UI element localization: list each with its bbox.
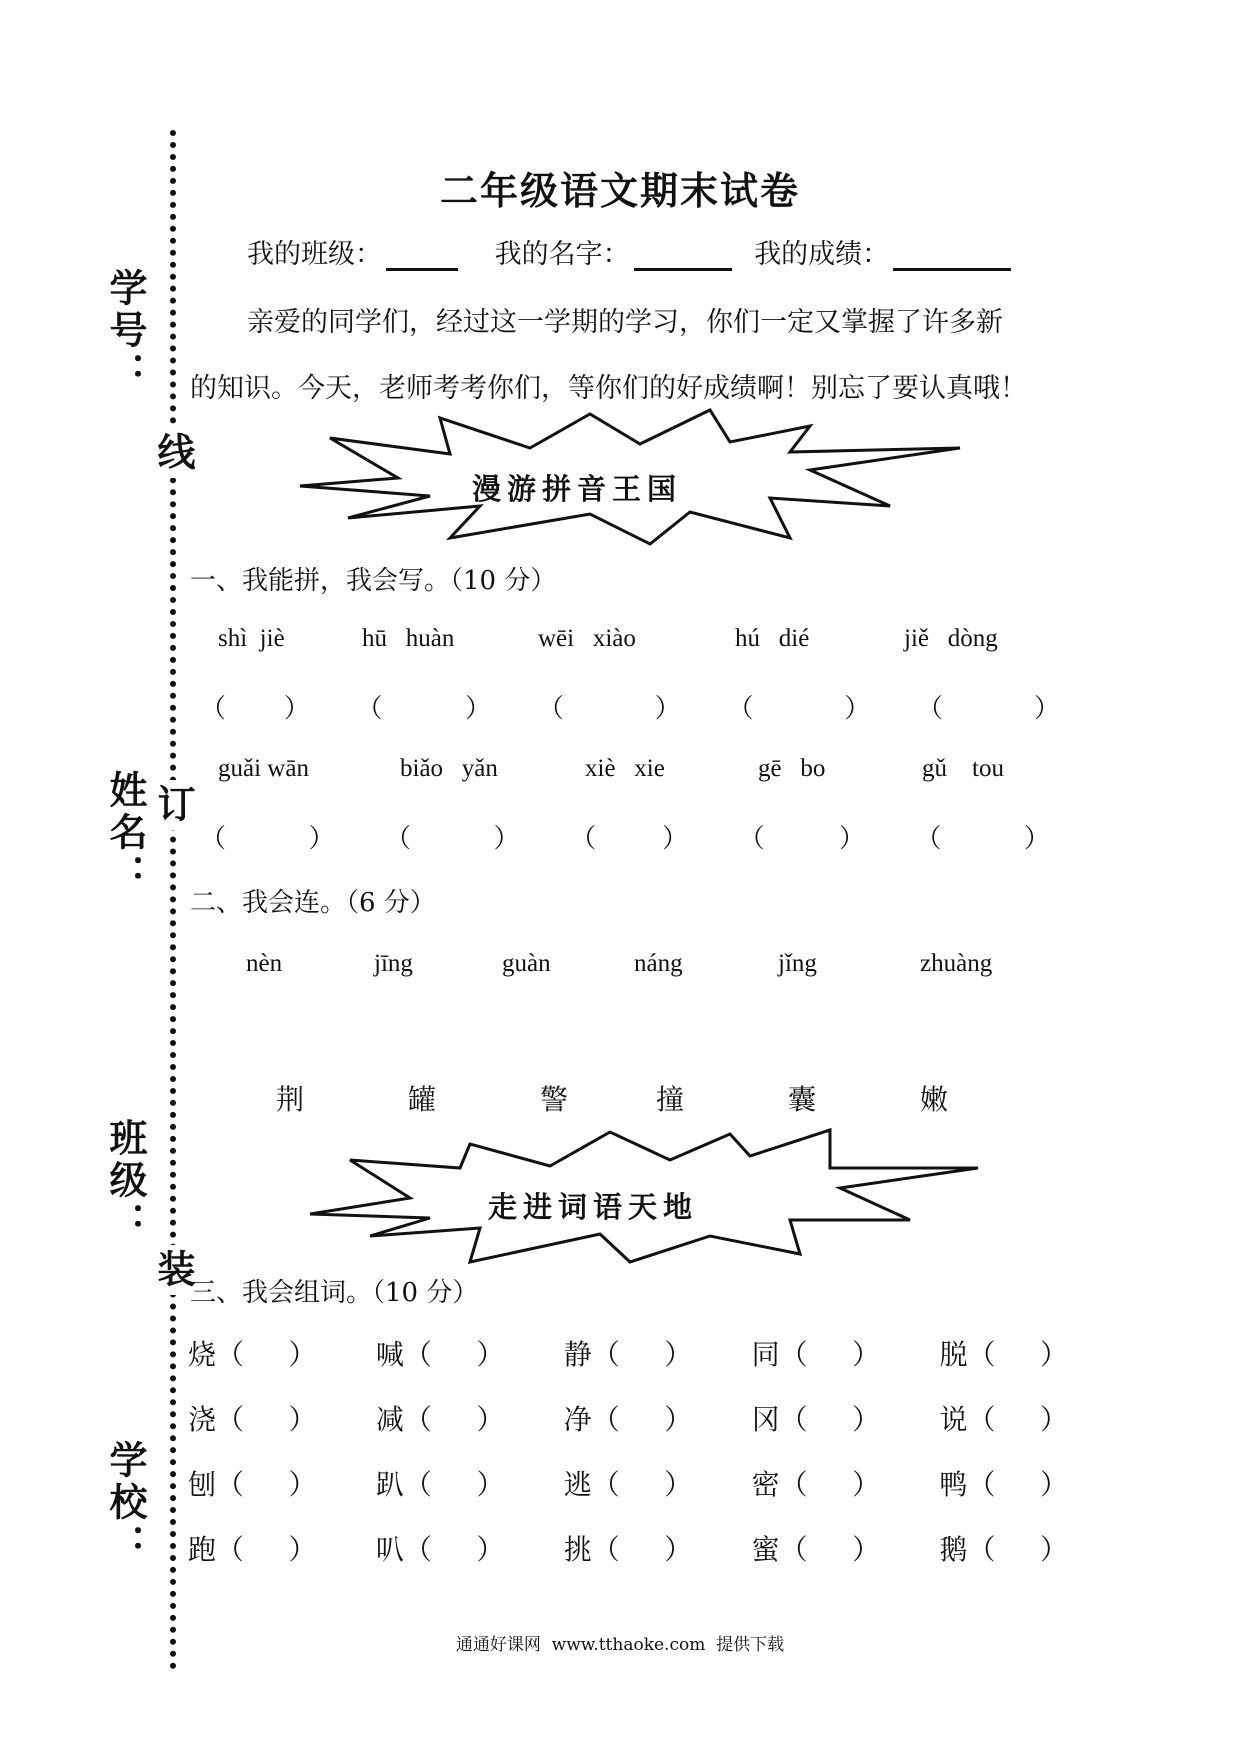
answer-blank[interactable]: （ ） <box>403 1338 505 1371</box>
answer-blank[interactable]: （ ） <box>738 824 865 854</box>
answer-blank[interactable]: （ ） <box>967 1338 1068 1371</box>
intro-line-2: 的知识。今天，老师考考你们，等你们的好成绩啊！别忘了要认真哦！ <box>190 373 1027 404</box>
q3-char: 趴 <box>375 1468 404 1501</box>
student-no-label: 学号： <box>103 268 147 394</box>
answer-blank[interactable]: （ ） <box>591 1338 693 1371</box>
q2-char-1: 荆 <box>276 1083 305 1116</box>
q2-char-2: 罐 <box>408 1083 437 1116</box>
q2-char-6: 嫩 <box>920 1083 949 1116</box>
banner-title-1: 漫游拼音王国 <box>472 472 683 506</box>
q3-char: 叭 <box>375 1533 404 1566</box>
q3-char: 烧 <box>188 1338 217 1371</box>
q3-char: 冈 <box>751 1403 780 1436</box>
q2-pinyin-4: náng <box>634 950 683 977</box>
footer-source: 通通好课网 www.tthaoke.com 提供下载 <box>455 1635 785 1655</box>
q2-pinyin-2: jīng <box>374 950 413 977</box>
q2-pinyin-3: guàn <box>502 950 551 977</box>
answer-blank[interactable]: （ ） <box>967 1468 1068 1501</box>
q1-pinyin-8: xiè xie <box>585 755 665 782</box>
q3-char: 挑 <box>563 1533 592 1566</box>
answer-blank[interactable]: （ ） <box>967 1533 1068 1566</box>
q2-char-5: 囊 <box>788 1083 817 1116</box>
q1-pinyin-7: biǎo yǎn <box>400 755 498 782</box>
binding-mark-line: 线 <box>154 428 192 478</box>
q3-char: 同 <box>751 1338 780 1371</box>
binding-mark-bind: 订 <box>154 780 192 830</box>
banner-title-2: 走进词语天地 <box>488 1190 699 1224</box>
class-label: 班级： <box>103 1118 147 1244</box>
q2-pinyin-1: nèn <box>246 950 283 977</box>
q1-pinyin-2: hū huàn <box>362 625 455 652</box>
answer-blank[interactable]: （ ） <box>779 1338 881 1371</box>
answer-blank[interactable]: （ ） <box>779 1468 881 1501</box>
q3-heading: 三、我会组词。（10 分） <box>190 1278 479 1308</box>
answer-blank[interactable]: （ ） <box>200 694 310 724</box>
q1-pinyin-10: gǔ tou <box>922 755 1004 782</box>
q3-char: 蜜 <box>751 1533 780 1566</box>
answer-blank[interactable]: （ ） <box>403 1403 505 1436</box>
intro-line-1: 亲爱的同学们，经过这一学期的学习，你们一定又掌握了许多新 <box>247 307 1003 338</box>
answer-blank[interactable]: （ ） <box>591 1403 693 1436</box>
answer-blank[interactable]: （ ） <box>591 1533 693 1566</box>
binding-dotted-line <box>170 130 176 1670</box>
q3-row <box>188 1398 1068 1438</box>
answer-blank[interactable]: （ ） <box>915 824 1050 854</box>
q3-char: 静 <box>563 1338 592 1371</box>
q1-pinyin-3: wēi xiào <box>538 625 636 652</box>
school-label: 学校： <box>103 1440 147 1566</box>
answer-blank[interactable]: （ ） <box>570 824 689 854</box>
q3-char: 鹅 <box>939 1533 968 1566</box>
answer-blank[interactable]: （ ） <box>385 824 520 854</box>
answer-blank[interactable]: （ ） <box>779 1533 881 1566</box>
q3-char: 浇 <box>188 1403 217 1436</box>
q3-char: 减 <box>375 1403 404 1436</box>
score-blank[interactable] <box>893 242 1011 271</box>
q3-char: 逃 <box>563 1468 592 1501</box>
name-field-label: 我的名字： <box>494 239 630 270</box>
q1-answer-paren-row-1 <box>200 688 1060 725</box>
q3-char: 喊 <box>375 1338 404 1371</box>
answer-blank[interactable]: （ ） <box>356 694 492 724</box>
q3-char: 脱 <box>939 1338 968 1371</box>
q3-char: 跑 <box>188 1533 217 1566</box>
page-title: 二年级语文期末试卷 <box>439 169 800 213</box>
answer-blank[interactable]: （ ） <box>216 1533 317 1566</box>
name-label: 姓名： <box>103 770 147 896</box>
q1-answer-paren-row-2 <box>200 818 1050 855</box>
class-blank[interactable] <box>386 242 458 271</box>
answer-blank[interactable]: （ ） <box>917 694 1060 724</box>
q1-pinyin-5: jiě dòng <box>904 625 998 652</box>
class-field-label: 我的班级： <box>247 239 382 270</box>
binding-mark-staple: 装 <box>154 1245 192 1295</box>
answer-blank[interactable]: （ ） <box>403 1468 505 1501</box>
q3-row <box>188 1333 1068 1373</box>
q3-row <box>188 1463 1068 1503</box>
q1-heading: 一、我能拼，我会写。（10 分） <box>190 566 557 596</box>
answer-blank[interactable]: （ ） <box>216 1468 317 1501</box>
student-info-row <box>247 232 1011 271</box>
q1-pinyin-1: shì jiè <box>218 625 285 652</box>
q3-char: 鸭 <box>939 1468 968 1501</box>
answer-blank[interactable]: （ ） <box>779 1403 881 1436</box>
q1-pinyin-6: guǎi wān <box>218 755 309 782</box>
q3-char: 说 <box>939 1403 968 1436</box>
q3-char: 密 <box>751 1468 780 1501</box>
answer-blank[interactable]: （ ） <box>403 1533 505 1566</box>
answer-blank[interactable]: （ ） <box>216 1403 317 1436</box>
name-blank[interactable] <box>634 242 732 271</box>
q2-pinyin-5: jǐng <box>778 950 817 977</box>
q1-pinyin-9: gē bo <box>758 755 826 782</box>
answer-blank[interactable]: （ ） <box>967 1403 1068 1436</box>
answer-blank[interactable]: （ ） <box>591 1468 693 1501</box>
answer-blank[interactable]: （ ） <box>216 1338 317 1371</box>
answer-blank[interactable]: （ ） <box>537 694 681 724</box>
q2-heading: 二、我会连。（6 分） <box>190 888 436 918</box>
answer-blank[interactable]: （ ） <box>200 824 335 854</box>
q2-pinyin-6: zhuàng <box>920 950 993 977</box>
score-field-label: 我的成绩： <box>754 239 890 270</box>
answer-blank[interactable]: （ ） <box>727 694 871 724</box>
q1-pinyin-4: hú dié <box>735 625 810 652</box>
q3-row <box>188 1528 1068 1568</box>
q3-char: 净 <box>563 1403 592 1436</box>
q2-char-4: 撞 <box>656 1083 685 1116</box>
q2-char-3: 警 <box>540 1083 569 1116</box>
q3-char: 刨 <box>188 1468 217 1501</box>
